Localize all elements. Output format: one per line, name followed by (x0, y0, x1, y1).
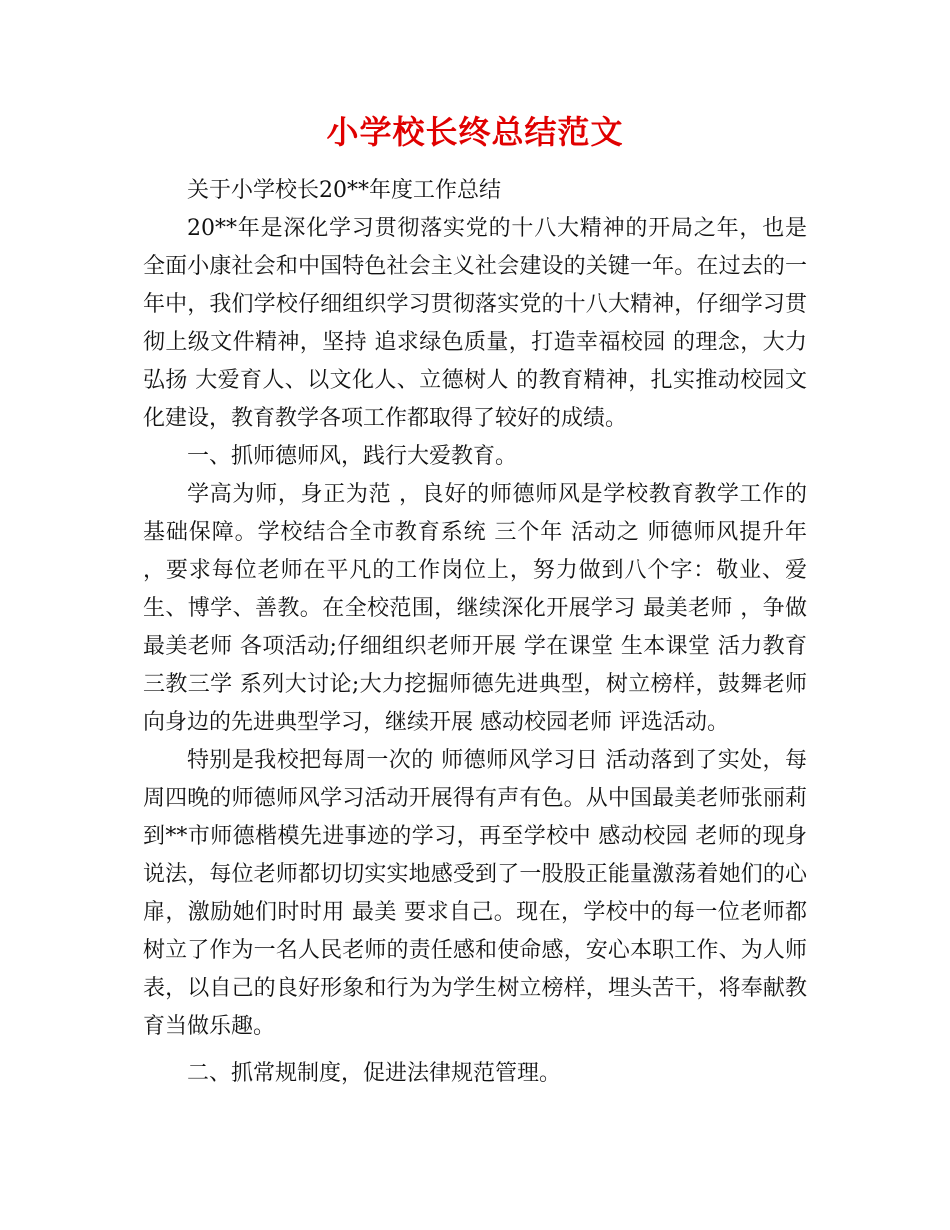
document-title: 小学校长终总结范文 (326, 113, 624, 151)
paragraph-intro: 20**年是深化学习贯彻落实党的十八大精神的开局之年，也是全面小康社会和中国特色社会主义社会建设的关键一年。在过去的一年中，我们学校仔细组织学习贯彻落实党的十八大精神，仔细学习贯彻上级文件精神，坚持 追求绿色质量，打造幸福校园 的理念，大力弘扬 大爱育人、以文化人、立德树人 的教育精神，扎实推动校园文化建设，教育教学各项工作都取得了较好的成绩。 (143, 216, 807, 431)
section-heading-2: 二、抓常规制度，促进法律规范管理。 (187, 1061, 562, 1086)
document-body (143, 172, 807, 1093)
paragraph-section-1-continued: 特别是我校把每周一次的 师德师风学习日 活动落到了实处，每周四晚的师德师风学习活动开展得有声有色。从中国最美老师张丽莉到**市师德楷模先进事迹的学习，再至学校中 感动校园 老师的现身说法，每位老师都切切实实地感受到了一股股正能量激荡着她们的心扉，激励她们时时用 最美 要求自己。现在，学校中的每一位老师都树立了作为一名人民老师的责任感和使命感，安心本职工作、为人师表，以自己的良好形象和行为为学生树立榜样，埋头苦干，将奉献教育当做乐趣。 (143, 748, 807, 1039)
section-heading-1: 一、抓师德师风，践行大爱教育。 (187, 444, 518, 469)
paragraph-section-1: 学高为师，身正为范 ，良好的师德师风是学校教育教学工作的基础保障。学校结合全市教育系统 三个年 活动之 师德师风提升年 ，要求每位老师在平凡的工作岗位上，努力做到八个字：敬业、爱生、博学、善教。在全校范围，继续深化开展学习 最美老师 ，争做 最美老师 各项活动;仔细组织老师开展 学在课堂 生本课堂 活力教育 三教三学 系列大讨论;大力挖掘师德先进典型，树立榜样，鼓舞老师向身边的先进典型学习，继续开展 感动校园老师 评选活动。 (143, 482, 807, 735)
paragraph-subtitle: 关于小学校长20**年度工作总结 (187, 178, 501, 203)
